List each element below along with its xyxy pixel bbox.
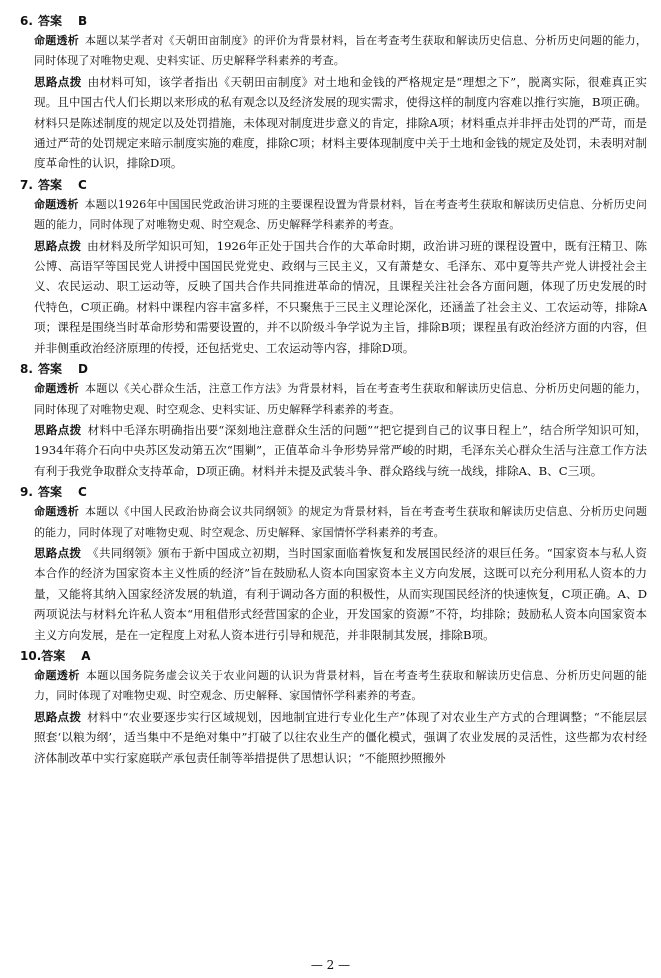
analysis-label: 思路点拨 xyxy=(34,422,82,437)
answer-line xyxy=(20,482,647,502)
question-8 xyxy=(20,359,647,481)
analysis-label: 思路点拨 xyxy=(34,545,82,560)
intent-text: 本题以《中国人民政治协商会议共同纲领》的规定为背景材料，旨在考查考生获取和解读历史信息、分析历史问题的能力，同时体现了对唯物史观、时空观念、历史解释、家国情怀学科素养的考查。 xyxy=(34,505,648,539)
analysis-paragraph xyxy=(34,236,647,358)
analysis-paragraph xyxy=(34,420,647,481)
intent-paragraph xyxy=(34,502,647,543)
analysis-paragraph xyxy=(34,707,647,768)
intent-label: 命题透析 xyxy=(34,382,79,396)
intent-label: 命题透析 xyxy=(34,505,79,519)
intent-paragraph xyxy=(34,31,647,72)
analysis-text: 由材料可知，该学者指出《天朝田亩制度》对土地和金钱的严格规定是“理想之下”，脱离实际，很难真正实现。且中国古代人们长期以来形成的私有观念以及经济发展的现实需求，使得这样的制度内容难以推行实施，B项正确。材料只是陈述制度的规定以及处罚措施，未体现对制度进步意义的肯定，排除A项；材料重点并非抨击处罚的严苛，而是通过严苛的处罚规定来暗示制度实施的难度，排除C项；材料主要体现制度中关于土地和金钱的规定及处罚，未表明对制度革命性的认识，排除D项。 xyxy=(34,74,647,171)
answer-line xyxy=(20,646,647,666)
intent-label: 命题透析 xyxy=(34,197,79,211)
intent-paragraph xyxy=(34,379,647,420)
page-number: — 2 — xyxy=(310,958,351,972)
answer-label: 答案 xyxy=(38,362,63,377)
analysis-text: 材料中“农业要逐步实行区域规划，因地制宜进行专业化生产”体现了对农业生产方式的合理调整；“不能层层照套‘以粮为纲’，适当集中不是绝对集中”打破了以往农业生产的僵化模式，强调了农业发展的灵活性，这些都为农村经济体制改革中实行家庭联产承包责任制等举措提供了思想认识；“不能照抄照搬外 xyxy=(34,709,647,765)
intent-text: 本题以国务院务虚会议关于农业问题的认识为背景材料，旨在考查考生获取和解读历史信息、分析历史问题的能力，同时体现了对唯物史观、时空观念、历史解释、家国情怀学科素养的考查。 xyxy=(34,668,647,703)
intent-paragraph xyxy=(34,666,647,707)
analysis-paragraph xyxy=(34,543,647,645)
analysis-label: 思路点拨 xyxy=(34,709,82,724)
analysis-text: 《共同纲领》颁布于新中国成立初期，当时国家面临着恢复和发展国民经济的艰巨任务。“国家资本与私人资本合作的经济为国家资本主义性质的经济”旨在鼓励私人资本向国家资本主义方向发展，这既可以充分利用私人资本的力量，又能将其纳入国家经济发展的轨道，有利于调动各方面的积极性，从而实现国民经济的快速恢复，C项正确。A、D两项说法与材料允许私人资本“用租借形式经营国家的企业，开发国家的资源”不符，均排除；鼓励私人资本向国家资本主义方向发展，是在一定程度上对私人资本进行引导和规范，并非限制其发展，排除B项。 xyxy=(34,545,647,642)
question-number: 7. xyxy=(20,177,33,192)
answer-label: 答案 xyxy=(38,177,63,192)
answer-value: B xyxy=(78,14,88,28)
answer-line xyxy=(20,11,647,31)
question-number: 6. xyxy=(20,14,33,28)
analysis-text: 由材料及所学知识可知，1926年正处于国共合作的大革命时期，政治讲习班的课程设置中，既有汪精卫、陈公博、高语罕等国民党人讲授中国国民党党史、政纲与三民主义，又有萧楚女、毛泽东、邓中夏等共产党人讲授社会主义、农民运动、职工运动等，反映了国共合作共同推进革命的情况，且课程关注社会各方面问题，体现了历史发展的时代特色，C项正确。材料中课程内容丰富多样，不只聚焦于三民主义理论深化，还涵盖了社会主义、工农运动等，排除A项；课程是围绕当时革命形势和需要设置的，并不以阶级斗争学说为主旨，排除B项；课程虽有政治经济方面的内容，但并非侧重政治经济原理的传授，还包括党史、工农运动等内容，排除D项。 xyxy=(34,238,647,355)
answer-label: 答案 xyxy=(41,648,66,663)
intent-label: 命题透析 xyxy=(34,34,79,47)
intent-text: 本题以《关心群众生活，注意工作方法》为背景材料，旨在考查考生获取和解读历史信息、分析历史问题的能力，同时体现了对唯物史观、时空观念、史料实证、历史解释学科素养的考查。 xyxy=(34,382,648,416)
answer-line xyxy=(20,175,647,195)
intent-paragraph xyxy=(34,195,647,236)
answer-label: 答案 xyxy=(38,14,63,28)
analysis-paragraph xyxy=(34,72,647,174)
answer-value: A xyxy=(81,648,91,663)
answer-value: C xyxy=(78,485,87,500)
answer-value: C xyxy=(78,177,87,192)
answer-label: 答案 xyxy=(38,485,63,500)
intent-text: 本题以1926年中国国民党政治讲习班的主要课程设置为背景材料，旨在考查考生获取和解读历史信息、分析历史问题的能力，同时体现了对唯物史观、时空观念、历史解释学科素养的考查。 xyxy=(34,197,647,232)
answer-value: D xyxy=(78,362,88,377)
question-number: 9. xyxy=(20,485,33,500)
question-6 xyxy=(20,11,647,174)
answer-line xyxy=(20,359,647,379)
intent-text: 本题以某学者对《天朝田亩制度》的评价为背景材料，旨在考查考生获取和解读历史信息、分析历史问题的能力，同时体现了对唯物史观、史料实证、历史解释学科素养的考查。 xyxy=(34,34,648,68)
analysis-text: 材料中毛泽东明确指出要“深刻地注意群众生活的问题”“把它提到自己的议事日程上”，结合所学知识可知，1934年蒋介石向中央苏区发动第五次“围剿”，正值革命斗争形势异常严峻的时期，毛泽东关心群众生活与注意工作方法有利于我党争取群众支持革命，D项正确。材料并未提及武装斗争、群众路线与统一战线，排除A、B、C三项。 xyxy=(34,422,647,478)
question-7 xyxy=(20,175,647,358)
question-9 xyxy=(20,482,647,645)
question-number: 10. xyxy=(20,648,42,663)
question-10 xyxy=(20,646,647,768)
question-number: 8. xyxy=(20,362,33,377)
intent-label: 命题透析 xyxy=(34,668,80,682)
analysis-label: 思路点拨 xyxy=(34,74,82,89)
analysis-label: 思路点拨 xyxy=(34,238,82,253)
